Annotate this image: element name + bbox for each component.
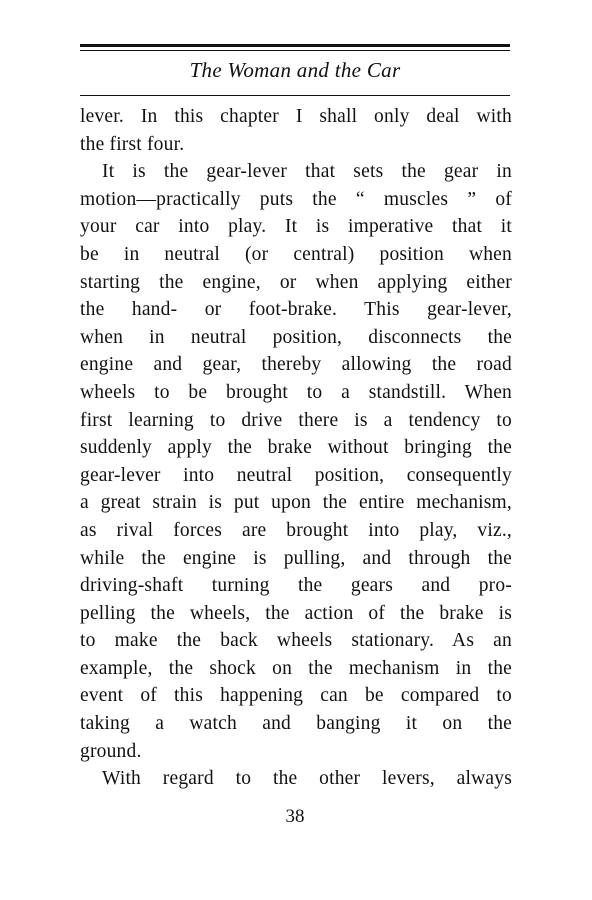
page-number: 38 [285, 806, 305, 827]
text-line: starting the engine, or when applying either [80, 271, 512, 293]
text-line: ground. [80, 740, 142, 762]
text-line: It is the gear-lever that sets the gear in [102, 161, 512, 183]
text-line: while the engine is pulling, and through the [80, 547, 512, 569]
text-line: driving-shaft turning the gears and pro- [80, 575, 512, 597]
text-line: wheels to be brought to a standstill. When [80, 381, 512, 403]
text-line: suddenly apply the brake without bringing the [80, 437, 512, 459]
header-rule-under [80, 95, 510, 96]
header-rule-thin [80, 50, 510, 51]
text-line: a great strain is put upon the entire mechanism, [80, 492, 512, 514]
text-line: taking a watch and banging it on the [80, 713, 512, 735]
text-line: the hand- or foot-brake. This gear-lever, [80, 299, 512, 321]
text-line: to make the back wheels stationary. As an [80, 630, 512, 652]
text-line: motion—practically puts the “ muscles ” of [80, 188, 512, 210]
body-text [80, 103, 512, 793]
text-line: when in neutral position, disconnects the [80, 326, 512, 348]
text-line: event of this happening can be compared to [80, 685, 512, 707]
text-line: pelling the wheels, the action of the brake is [80, 602, 512, 624]
text-line: lever. In this chapter I shall only deal with [80, 106, 512, 127]
text-line: be in neutral (or central) position when [80, 243, 512, 265]
text-line: as rival forces are brought into play, viz., [80, 519, 512, 541]
header-rule-thick [80, 44, 510, 47]
text-line: first learning to drive there is a tendency to [80, 409, 512, 431]
text-line: With regard to the other levers, always [102, 768, 512, 790]
text-line: gear-lever into neutral position, consequently [80, 464, 512, 486]
text-line: engine and gear, thereby allowing the road [80, 354, 512, 376]
text-line: the first four. [80, 133, 185, 155]
text-line: example, the shock on the mechanism in the [80, 657, 512, 679]
running-head: The Woman and the Car [189, 58, 401, 82]
text-line: your car into play. It is imperative that it [80, 216, 512, 238]
